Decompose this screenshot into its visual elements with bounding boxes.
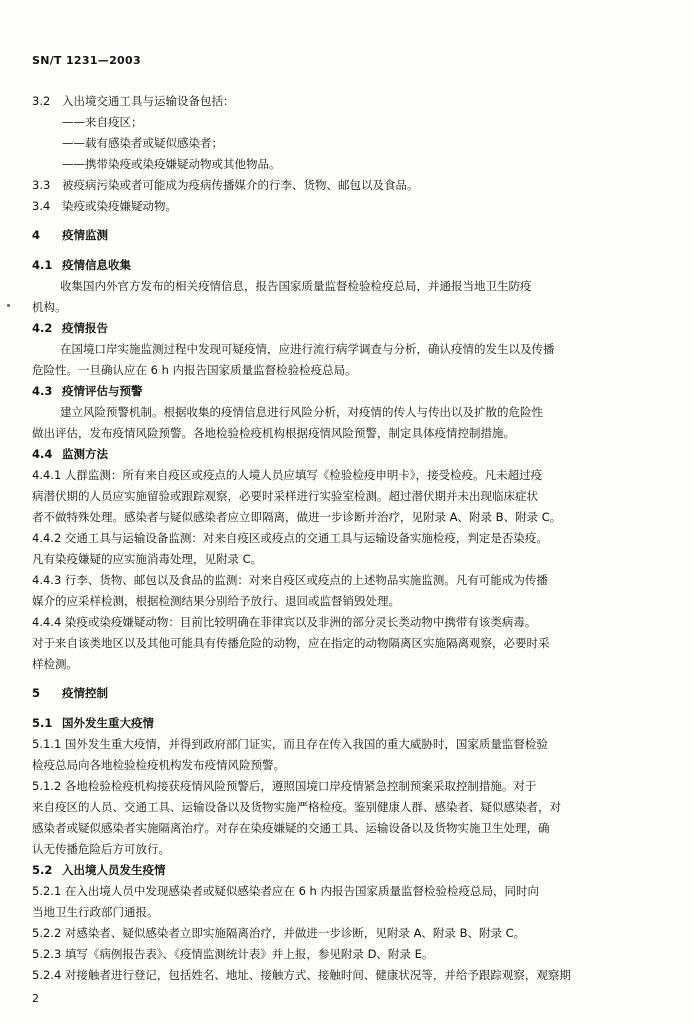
paragraph-line: 对于来自该类地区以及其他可能具有传播危险的动物，应在指定的动物隔离区实施隔离观察，必要时采 — [32, 636, 550, 650]
clause-3-3: 3.3 被疫病污染或者可能成为疫病传播媒介的行李、货物、邮包以及食品。 — [32, 178, 419, 192]
paragraph-line: 样检测。 — [32, 657, 78, 671]
paragraph-line: 4.4.2 交通工具与运输设备监测：对来自疫区或疫点的交通工具与运输设备实施检疫，判定是否染疫。 — [32, 531, 548, 545]
paragraph-line: 5.2.4 对接触者进行登记，包括姓名、地址、接触方式、接触时间、健康状况等，并给予跟踪观察，观察期 — [32, 968, 571, 982]
paragraph-line: 在国境口岸实施监测过程中发现可疑疫情，应进行流行病学调查与分析，确认疫情的发生以及传播 — [60, 342, 555, 356]
page-number: 2 — [32, 992, 39, 1005]
paragraph-line: 收集国内外官方发布的相关疫情信息，报告国家质量监督检验检疫总局，并通报当地卫生防疫 — [60, 279, 532, 293]
paragraph-line: 媒介的应采样检测，根据检测结果分别给予放行、退回或监督销毁处理。 — [32, 594, 400, 608]
paragraph-line: 4.4.4 染疫或染疫嫌疑动物：目前比较明确在菲律宾以及非洲的部分灵长类动物中携带有该类病毒。 — [32, 615, 537, 629]
paragraph-line: 机构。 — [32, 300, 67, 314]
list-item: ——携带染疫或染疫嫌疑动物或其他物品。 — [62, 157, 281, 171]
clause-4-4-heading: 4.4 监测方法 — [32, 447, 108, 461]
section-4-heading: 4 疫情监测 — [32, 228, 108, 242]
list-item: ——来自疫区； — [62, 115, 143, 129]
margin-mark — [7, 304, 10, 307]
clause-5-1-heading: 5.1 国外发生重大疫情 — [32, 716, 154, 730]
paragraph-line: 认无传播危险后方可放行。 — [32, 842, 170, 856]
list-item: ——载有感染者或疑似感染者； — [62, 136, 223, 150]
paragraph-line: 5.2.1 在入出境人员中发现感染者或疑似感染者应在 6 h 内报告国家质量监督检验检疫总局，同时向 — [32, 884, 539, 898]
paragraph-line: 检疫总局向各地检验检疫机构发布疫情风险预警。 — [32, 758, 285, 772]
paragraph-line: 者不做特殊处理。感染者与疑似感染者应立即隔离，做进一步诊断并治疗，见附录 A、附录 B、附录 C。 — [32, 510, 562, 524]
paragraph-line: 危险性。一旦确认应在 6 h 内报告国家质量监督检验检疫总局。 — [32, 363, 357, 377]
paragraph-line: 来自疫区的人员、交通工具、运输设备以及货物实施严格检疫。鉴别健康人群、感染者、疑似感染者，对 — [32, 800, 561, 814]
paragraph-line: 5.2.3 填写《病例报告表》、《疫情监测统计表》并上报，参见附录 D、附录 E。 — [32, 947, 434, 961]
paragraph-line: 感染者或疑似感染者实施隔离治疗。对存在染疫嫌疑的交通工具、运输设备以及货物实施卫生处理，确 — [32, 821, 550, 835]
clause-4-2-heading: 4.2 疫情报告 — [32, 321, 108, 335]
paragraph-line: 当地卫生行政部门通报。 — [32, 905, 159, 919]
paragraph-line: 凡有染疫嫌疑的应实施消毒处理，见附录 C。 — [32, 552, 263, 566]
paragraph-line: 建立风险预警机制。根据收集的疫情信息进行风险分析，对疫情的传人与传出以及扩散的危险性 — [60, 405, 543, 419]
paragraph-line: 病潜伏期的人员应实施留验或跟踪观察，必要时采样进行实验室检测。超过潜伏期并未出现临床症状 — [32, 489, 538, 503]
clause-3-4: 3.4 染疫或染疫嫌疑动物。 — [32, 199, 177, 213]
paragraph-line: 5.1.2 各地检验检疫机构接获疫情风险预警后，遵照国境口岸疫情紧急控制预案采取控制措施。对于 — [32, 779, 537, 793]
paragraph-line: 4.4.3 行李、货物、邮包以及食品的监测：对来自疫区或疫点的上述物品实施监测。凡有可能成为传播 — [32, 573, 548, 587]
clause-4-1-heading: 4.1 疫情信息收集 — [32, 258, 131, 272]
clause-3-2: 3.2 入出境交通工具与运输设备包括： — [32, 94, 235, 108]
paragraph-line: 5.2.2 对感染者、疑似感染者立即实施隔离治疗，并做进一步诊断，见附录 A、附录 B、附录 C。 — [32, 926, 526, 940]
paragraph-line: 做出评估，发布疫情风险预警。各地检验检疫机构根据疫情风险预警，制定具体疫情控制措施。 — [32, 426, 515, 440]
clause-4-3-heading: 4.3 疫情评估与预警 — [32, 384, 143, 398]
paragraph-line: 4.4.1 人群监测：所有来自疫区或疫点的人境人员应填写《检验检疫申明卡》，接受检疫。凡未超过疫 — [32, 468, 543, 482]
standard-number: SN/T 1231—2003 — [32, 54, 141, 67]
section-5-heading: 5 疫情控制 — [32, 686, 108, 700]
clause-5-2-heading: 5.2 入出境人员发生疫情 — [32, 863, 166, 877]
paragraph-line: 5.1.1 国外发生重大疫情，并得到政府部门证实，而且存在传入我国的重大威胁时，国家质量监督检验 — [32, 737, 548, 751]
